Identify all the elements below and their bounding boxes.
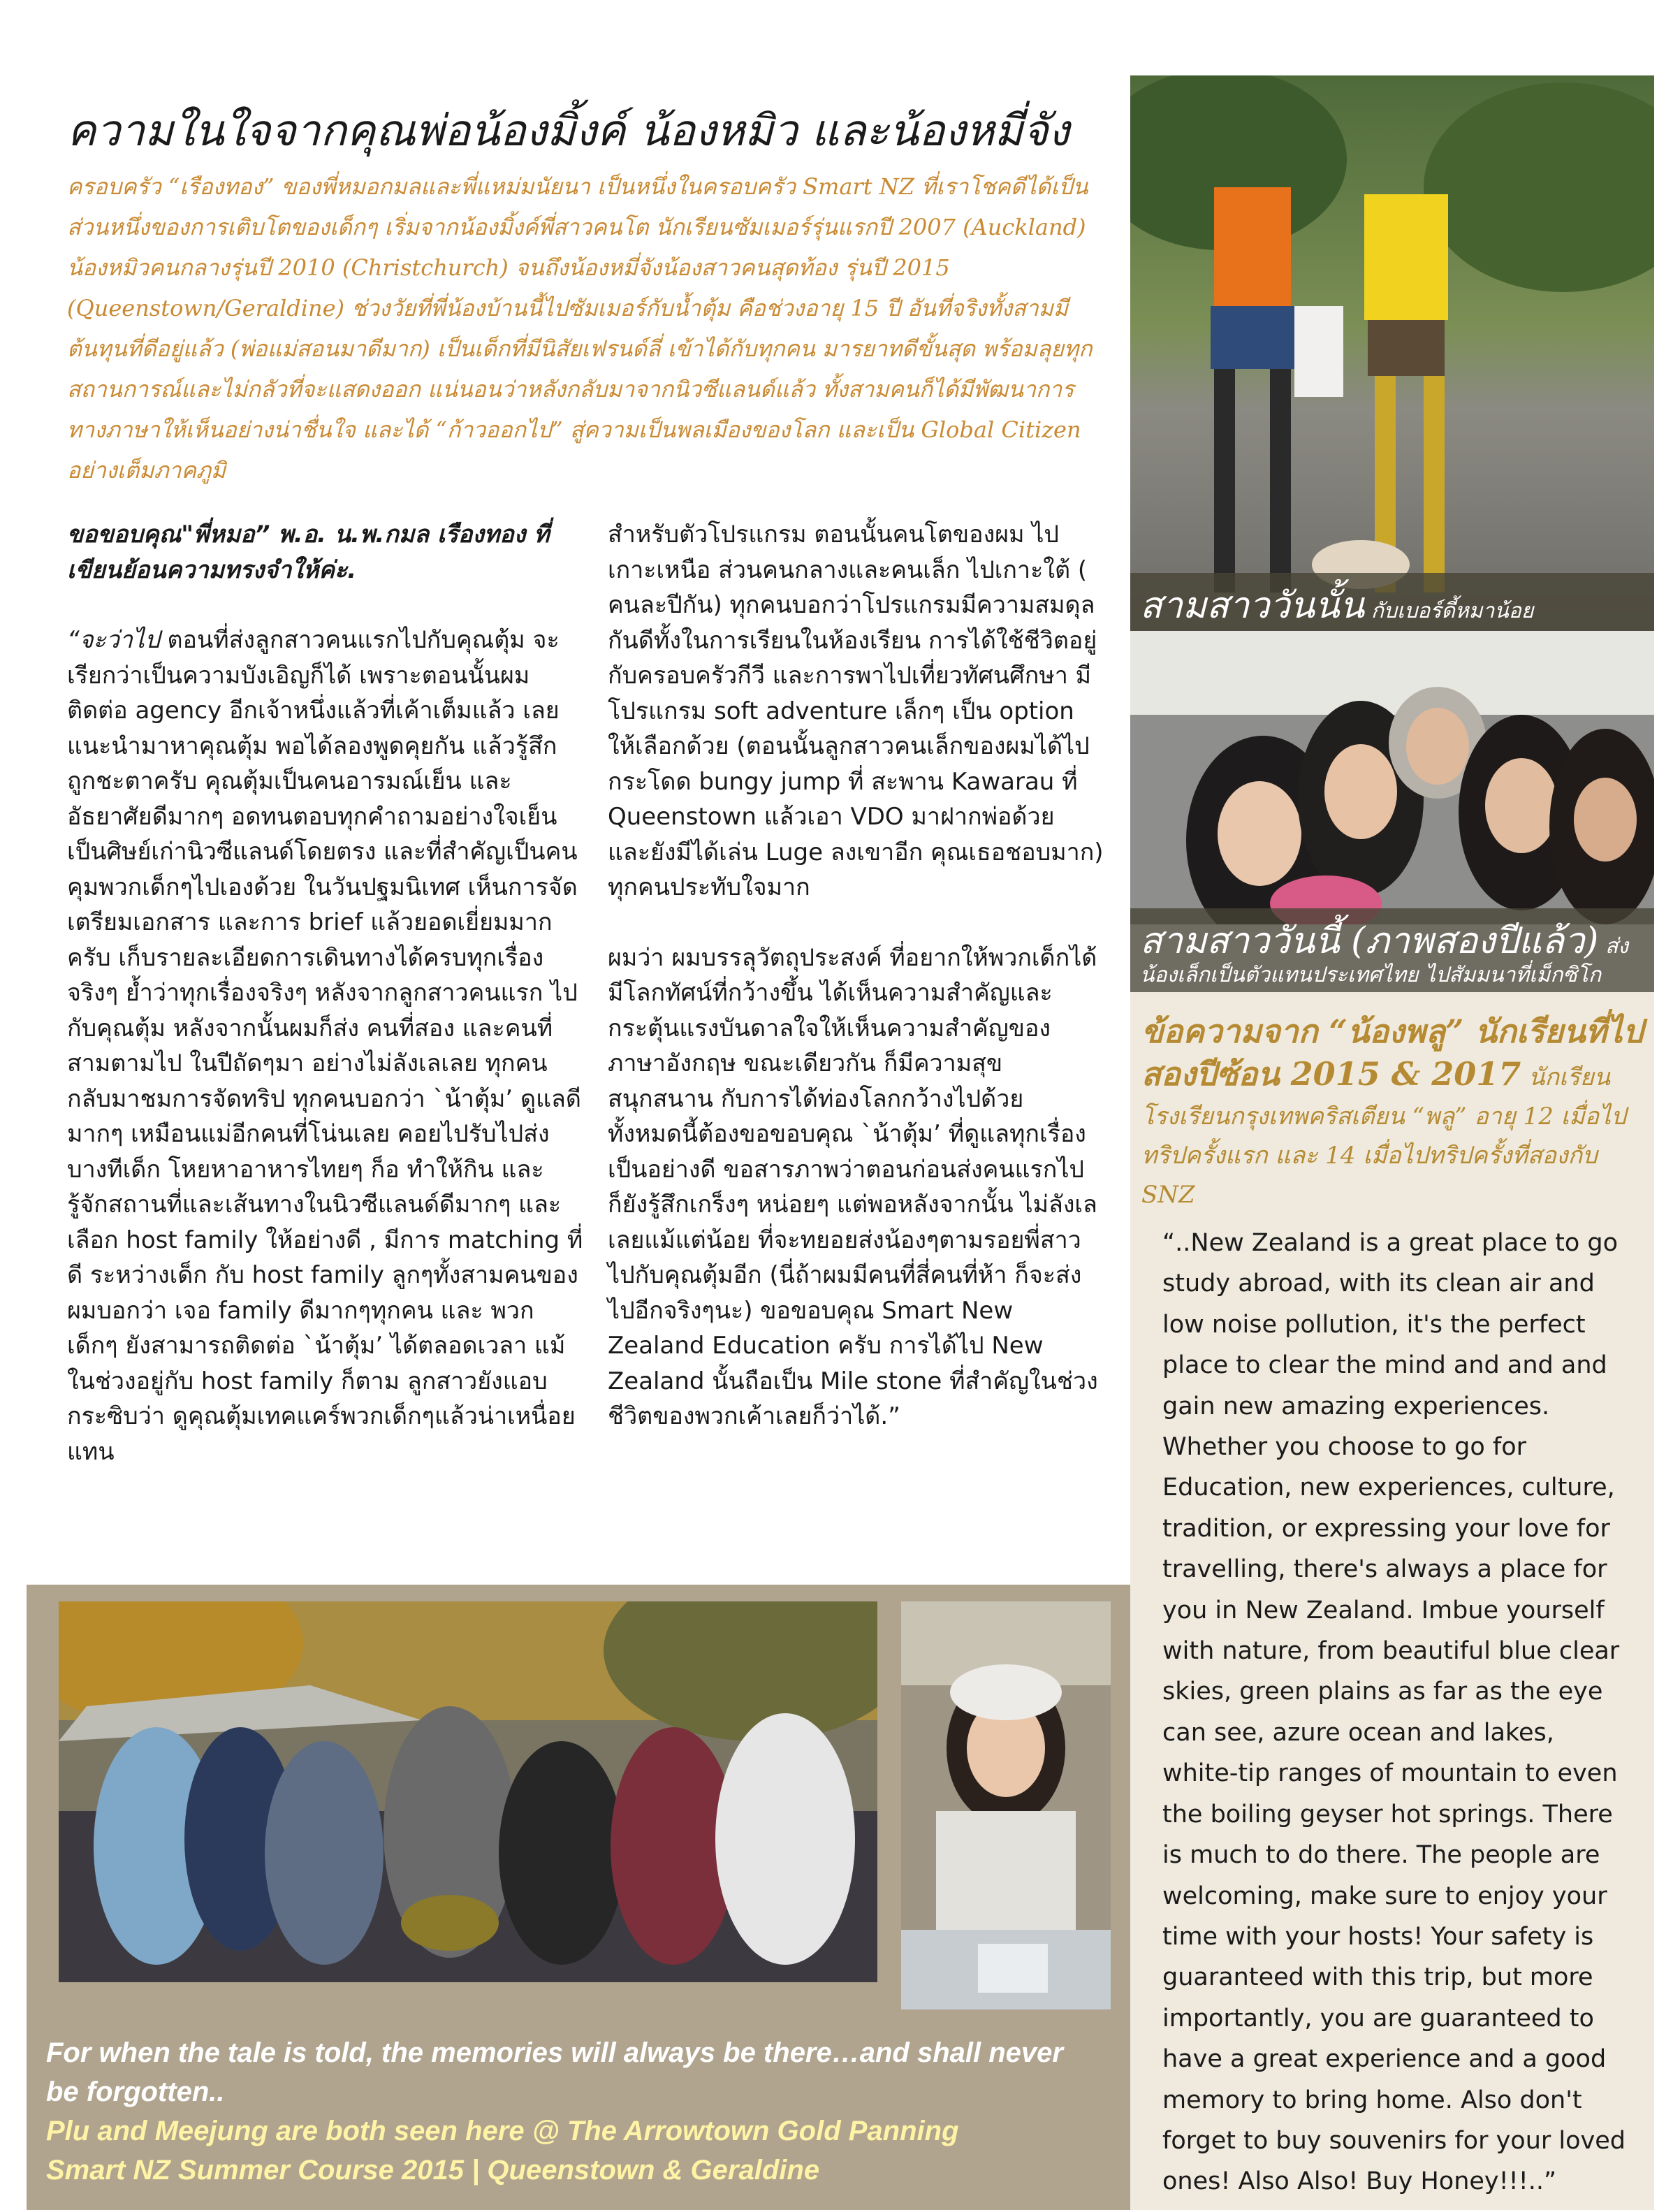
sidebar-heading-main: ข้อความจาก “น้องพลู” นักเรียนที่ไปสองปีซ้อน 2015 & 2017 [1141,1012,1644,1093]
caption-bar-now [1130,908,1654,992]
intro-paragraph: ครอบครัว “เรืองทอง” ของพี่หมอกมลและพี่แหม่มนัยนา เป็นหนึ่งในครอบครัว Smart NZ ที่เราโชคดีได้เป็นส่วนหนึ่งของการเติบโตของเด็กๆ เริ่มจากน้องมิ้งค์พี่สาวคนโต นักเรียนซัมเมอร์รุ่นแรกปี 2007 (Auckland) น้องหมิวคนกลางรุ่นปี 2010 (Christchurch) จนถึงน้องหมี่จังน้องสาวคนสุดท้อง รุ่นปี 2015 (Queenstown/Geraldine) ช่วงวัยที่พี่น้องบ้านนี้ไปซัมเมอร์กับน้ำตุ้ม คือช่วงอายุ 15 ปี อันที่จริงทั้งสามมีต้นทุนที่ดีอยู่แล้ว (พ่อแม่สอนมาดีมาก) เป็นเด็กที่มีนิสัยเฟรนด์ลี่ เข้าได้กับทุกคน มารยาทดีขั้นสุด พร้อมลุยทุกสถานการณ์และไม่กลัวที่จะแสดงออก แน่นอนว่าหลังกลับมาจากนิวซีแลนด์แล้ว ทั้งสามคนก็ได้มีพัฒนาการทางภาษาให้เห็นอย่างน่าชื่นใจ และได้ “ก้าวออกไป” สู่ความเป็นพลเมืองของโลก และเป็น Global Citizen อย่างเต็มภาคภูมิ [67,173,1093,484]
letter-column-1 [67,517,584,1469]
sidebar-heading [1141,1012,1644,1214]
letter-column-2 [608,517,1104,1434]
caption-now-main: สามสาววันนี้ (ภาพสองปีแล้ว) [1140,920,1599,962]
photo-gold-panning-group [59,1601,877,1982]
sidebar-heading-sub: นักเรียนโรงเรียนกรุงเทพคริสเตียน “พลู” อายุ 12 เมื่อไปทริปครั้งแรก และ 14 เมื่อไปทริปครั้งที่สองกับ SNZ [1141,1063,1626,1209]
letter-paragraph-3: ผมว่า ผมบรรลุวัตถุประสงค์ ที่อยากให้พวกเด็กได้มีโลกทัศน์ที่กว้างขึ้น ได้เห็นความสำคัญและกระตุ้นแรงบันดาลใจให้เห็นความสำคัญของภาษาอังกฤษ ขณะเดียวกัน ก็มีความสุขสนุกสนาน กับการได้ท่องโลกกว้างไปด้วย ทั้งหมดนี้ต้องขอขอบคุณ `น้าตุ้ม’ ที่ดูแลทุกเรื่องเป็นอย่างดี ขอสารภาพว่าตอนก่อนส่งคนแรกไป ก็ยังรู้สึกเกร็งๆ หน่อยๆ แต่พอหลังจากนั้น ไม่ลังเลเลยแม้แต่น้อย ที่จะทยอยส่งน้องๆตามรอยพี่สาวไปกับคุณตุ้มอีก (นี่ถ้าผมมีคนที่สี่คนที่ห้า ก็จะส่งไปอีกจริงๆนะ) ขอขอบคุณ Smart New Zealand Education ครับ การได้ไป New Zealand นั้นถือเป็น Mile stone ที่สำคัญในช่วงชีวิตของพวกเค้าเลยก็ว่าได้.” [608,943,1098,1430]
bottom-caption [46,2033,1094,2190]
caption-then [1140,576,1533,634]
photo-student-plu [901,1601,1111,2009]
bottom-caption-line-1: For when the tale is told, the memories will always be there…and shall never be forgotten.. [46,2037,1063,2107]
article-intro [67,166,1101,490]
photo-three-sisters-now-image [1130,631,1654,924]
caption-now-sub: ส่ง [1598,934,1628,959]
photo-three-sisters-then-image [1130,75,1654,631]
letter-paragraph-1 [67,623,584,1469]
caption-then-main: สามสาววันนั้น [1140,585,1365,627]
bottom-caption-line-2: Plu and Meejung are both seen here @ The Arrowtown Gold Panning [46,2116,959,2146]
caption-now-line-2: น้องเล็กเป็นตัวแทนประเทศไทย ไปสัมมนาที่เม็กซิโก [1140,963,1601,987]
student-quote: “..New Zealand is a great place to go study abroad, with its clean air and low noise pollution, it's the perfect place to clear the mind and and and gain new amazing experiences. Whether you choose to go for Education, new experiences, culture, tradition, or expressing your love for travelling, there's always a place for you in New Zealand. Imbue yourself with nature, from beautiful blue clear skies, green plains as far as the eye can see, azure ocean and lakes, white-tip ranges of mountain to even the boiling geyser hot springs. There is much to do there. The people are welcoming, make sure to enjoy your time with your hosts! Your safety is guaranteed with this trip, but more importantly, you are guaranteed to have a great experience and a good memory to bring home. Also don't forget to buy souvenirs for your loved ones! Also Also! Buy Honey!!!..” [1162,1229,1626,2196]
photo-student-plu-image [901,1601,1111,2009]
photo-three-sisters-now [1130,631,1654,924]
article-title: ความในใจจากคุณพ่อน้องมิ้งค์ น้องหมิว และน้องหมี่จัง [67,105,1069,156]
caption-bar-then [1130,573,1654,631]
letter-body: ตอนที่ส่งลูกสาวคนแรกไปกับคุณตุ้ม จะเรียกว่าเป็นความบังเอิญก็ได้ เพราะตอนนั้นผมติดต่อ agency อีกเจ้าหนึ่งแล้วที่เค้าเต็มแล้ว เลยแนะนำมาหาคุณตุ้ม พอได้ลองพูดคุยกัน แล้วรู้สึกถูกชะตาครับ คุณตุ้มเป็นคนอารมณ์เย็น และอัธยาศัยดีมากๆ อดทนตอบทุกคำถามอย่างใจเย็น เป็นศิษย์เก่านิวซีแลนด์โดยตรง และที่สำคัญเป็นคนคุมพวกเด็กๆไปเองด้วย ในวันปฐมนิเทศ เห็นการจัดเตรียมเอกสาร และการ brief แล้วยอดเยี่ยมมากครับ เก็บรายละเอียดการเดินทางได้ครบทุกเรื่องจริงๆ ย้ำว่าทุกเรื่องจริงๆ หลังจากลูกสาวคนแรก ไปกับคุณตุ้ม หลังจากนั้นผมก็ส่ง คนที่สอง และคนที่สามตามไป ในปีถัดๆมา อย่างไม่ลังเลเลย ทุกคนกลับมาชมการจัดทริป ทุกคนบอกว่า `น้าตุ้ม’ ดูแลดีมากๆ เหมือนแม่อีกคนที่โน่นเลย คอยไปรับไปส่ง บางทีเด็ก โหยหาอาหารไทยๆ ก็อ ทำให้กิน และรู้จักสถานที่และเส้นทางในนิวซีแลนด์ดีมากๆ และเลือก host family ให้อย่างดี , มีการ matching ที่ดี ระหว่างเด็ก กับ host family ลูกๆทั้งสามคนของผมบอกว่า เจอ family ดีมากๆทุกคน และ พวกเด็กๆ ยังสามารถติดต่อ `น้าตุ้ม’ ได้ตลอดเวลา แม้ในช่วงอยู่กับ host family ก็ตาม ลูกสาวยังแอบกระซิบว่า ดูคุณตุ้มเทคแคร์พวกเด็กๆแล้วน่าเหนื่อยแทน [67,626,583,1466]
letter-lead: “จะว่าไป [67,626,160,654]
letter-paragraph-2: สำหรับตัวโปรแกรม ตอนนั้นคนโตของผม ไปเกาะเหนือ ส่วนคนกลางและคนเล็ก ไปเกาะใต้ ( คนละปีกัน) ทุกคนบอกว่าโปรแกรมมีความสมดุลกันดีทั้งในการเรียนในห้องเรียน การได้ใช้ชีวิตอยู่กับครอบครัวกีวี และการพาไปเที่ยวทัศนศึกษา มีโปรแกรม soft adventure เล็กๆ เป็น option ให้เลือกด้วย (ตอนนั้นลูกสาวคนเล็กของผมได้ไปกระโดด bungy jump ที่ สะพาน Kawarau ที่ Queenstown แล้วเอา VDO มาฝากพ่อด้วย และยังมีได้เล่น Luge ลงเขาอีก คุณเธอชอบมาก) ทุกคนประทับใจมาก [608,521,1104,901]
bottom-caption-line-3: Smart NZ Summer Course 2015 | Queenstown & Geraldine [46,2155,820,2186]
thanks-note: ขอขอบคุณ"พี่หมอ” พ.อ. น.พ.กมล เรืองทอง ที่เขียนย้อนความทรงจำให้ค่ะ. [67,521,550,584]
photo-three-sisters-then [1130,75,1654,631]
photo-gold-panning-group-image [59,1601,877,1982]
caption-then-sub: กับเบอร์ดี้หมาน้อย [1364,599,1534,623]
